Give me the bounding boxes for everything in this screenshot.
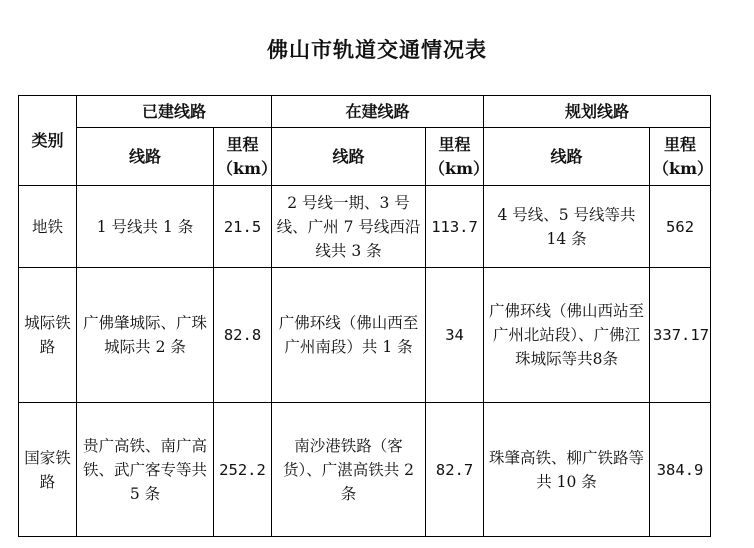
line-header-built: 线路: [77, 128, 214, 186]
group-header-built: 已建线路: [77, 96, 272, 128]
built-km-cell: 252.2: [214, 403, 272, 537]
category-cell: 地铁: [19, 186, 77, 268]
page-title: 佛山市轨道交通情况表: [267, 37, 487, 62]
mileage-header-built: [214, 128, 278, 186]
built-km-cell: 21.5: [214, 186, 272, 268]
building-lines-cell: 2 号线一期、3 号线、广州 7 号线西沿线共 3 条: [272, 186, 426, 268]
built-lines-cell: 广佛肇城际、广珠城际共 2 条: [77, 268, 214, 403]
planned-lines-cell: 4 号线、5 号线等共 14 条: [484, 186, 650, 268]
planned-km-cell: 384.9: [650, 403, 711, 537]
table-row-intercity: [19, 268, 711, 403]
mileage-label: 里程: [438, 134, 471, 154]
category-cell: 国家铁路: [19, 403, 77, 537]
built-km-cell: 82.8: [214, 268, 272, 403]
building-lines-cell: 广佛环线（佛山西至广州南段）共 1 条: [272, 268, 426, 403]
line-header-planned: 线路: [484, 128, 650, 186]
building-lines-cell: 南沙港铁路（客货）、广湛高铁共 2 条: [272, 403, 426, 537]
header-row-sub: [19, 128, 711, 186]
mileage-header-building: [426, 128, 490, 186]
planned-km-cell: 562: [650, 186, 711, 268]
line-header-building: 线路: [272, 128, 426, 186]
mileage-label: 里程: [664, 134, 697, 154]
planned-lines-cell: 珠肇高铁、柳广铁路等共 10 条: [484, 403, 650, 537]
header-row-groups: [19, 96, 711, 128]
group-header-planned: 规划线路: [484, 96, 711, 128]
built-lines-cell: 1 号线共 1 条: [77, 186, 214, 268]
planned-lines-cell: 广佛环线（佛山西站至广州北站段）、广佛江珠城际等共8条: [484, 268, 650, 403]
mileage-unit: （km）: [653, 158, 714, 178]
mileage-unit: （km）: [429, 158, 490, 178]
building-km-cell: 113.7: [426, 186, 484, 268]
rail-transit-table: [18, 95, 714, 537]
category-cell: 城际铁路: [19, 268, 77, 403]
building-km-cell: 82.7: [426, 403, 484, 537]
mileage-unit: （km）: [217, 158, 278, 178]
mileage-header-planned: [650, 128, 714, 186]
mileage-label: 里程: [226, 134, 259, 154]
building-km-cell: 34: [426, 268, 484, 403]
built-lines-cell: 贵广高铁、南广高铁、武广客专等共 5 条: [77, 403, 214, 537]
planned-km-cell: 337.17: [650, 268, 711, 403]
group-header-building: 在建线路: [272, 96, 484, 128]
table-row-national: [19, 403, 711, 537]
table-row-metro: [19, 186, 711, 268]
category-header: 类别: [19, 96, 77, 186]
